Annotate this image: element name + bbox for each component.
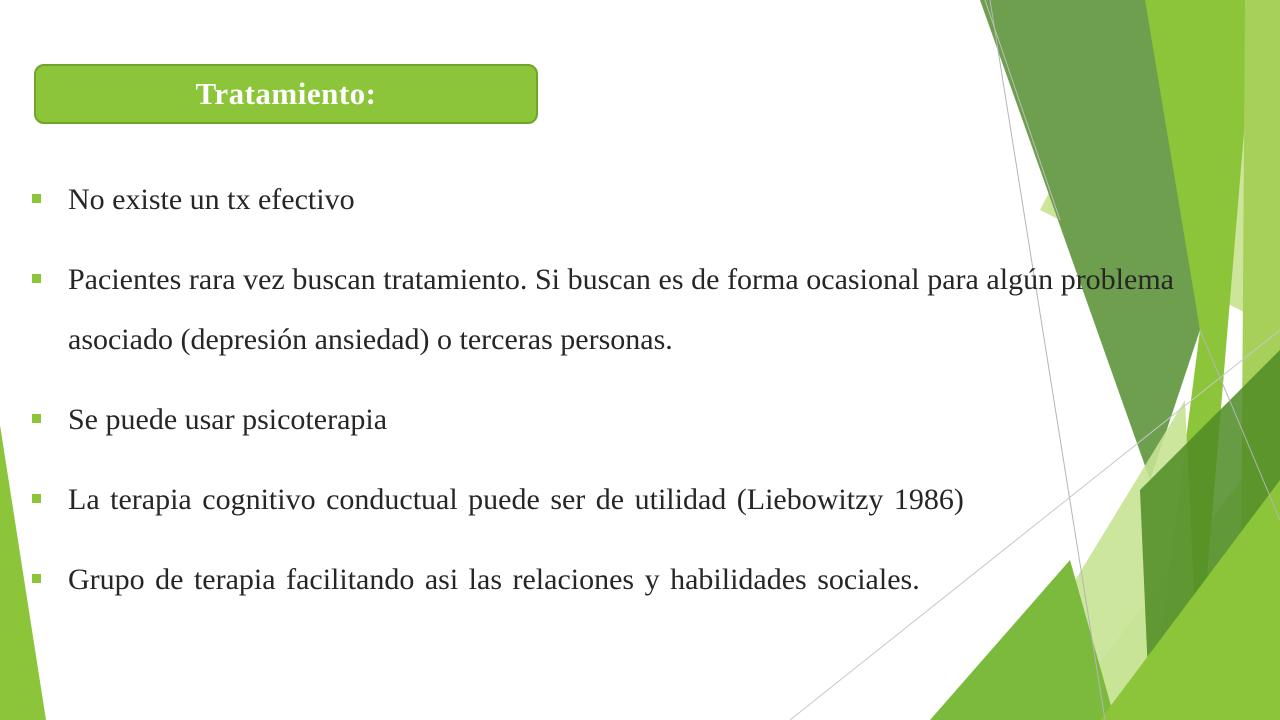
bullet-item — [32, 170, 1174, 230]
square-bullet-icon — [32, 574, 41, 583]
bullet-text: No existe un tx efectivo — [68, 183, 355, 216]
bullet-list — [32, 170, 1174, 630]
square-bullet-icon — [32, 274, 41, 283]
bullet-text: Se puede usar psicoterapia — [68, 403, 388, 436]
bullet-text: Grupo de terapia facilitando asi las relaciones y habilidades sociales. — [68, 563, 920, 596]
bullet-item — [32, 550, 1174, 610]
square-bullet-icon — [32, 414, 41, 423]
slide-title: Tratamiento: — [195, 76, 377, 111]
bullet-item — [32, 470, 1174, 530]
bullet-text: La terapia cognitivo conductual puede ser de utilidad (Liebowitzy 1986) — [68, 483, 964, 516]
square-bullet-icon — [32, 494, 41, 503]
bullet-text: Pacientes rara vez buscan tratamiento. Si buscan es de forma ocasional para algún problema asociado (depresión ansiedad) o terceras personas. — [68, 263, 1174, 356]
bullet-item — [32, 250, 1174, 370]
bullet-item — [32, 390, 1174, 450]
square-bullet-icon — [32, 194, 41, 203]
title-banner — [34, 64, 538, 124]
